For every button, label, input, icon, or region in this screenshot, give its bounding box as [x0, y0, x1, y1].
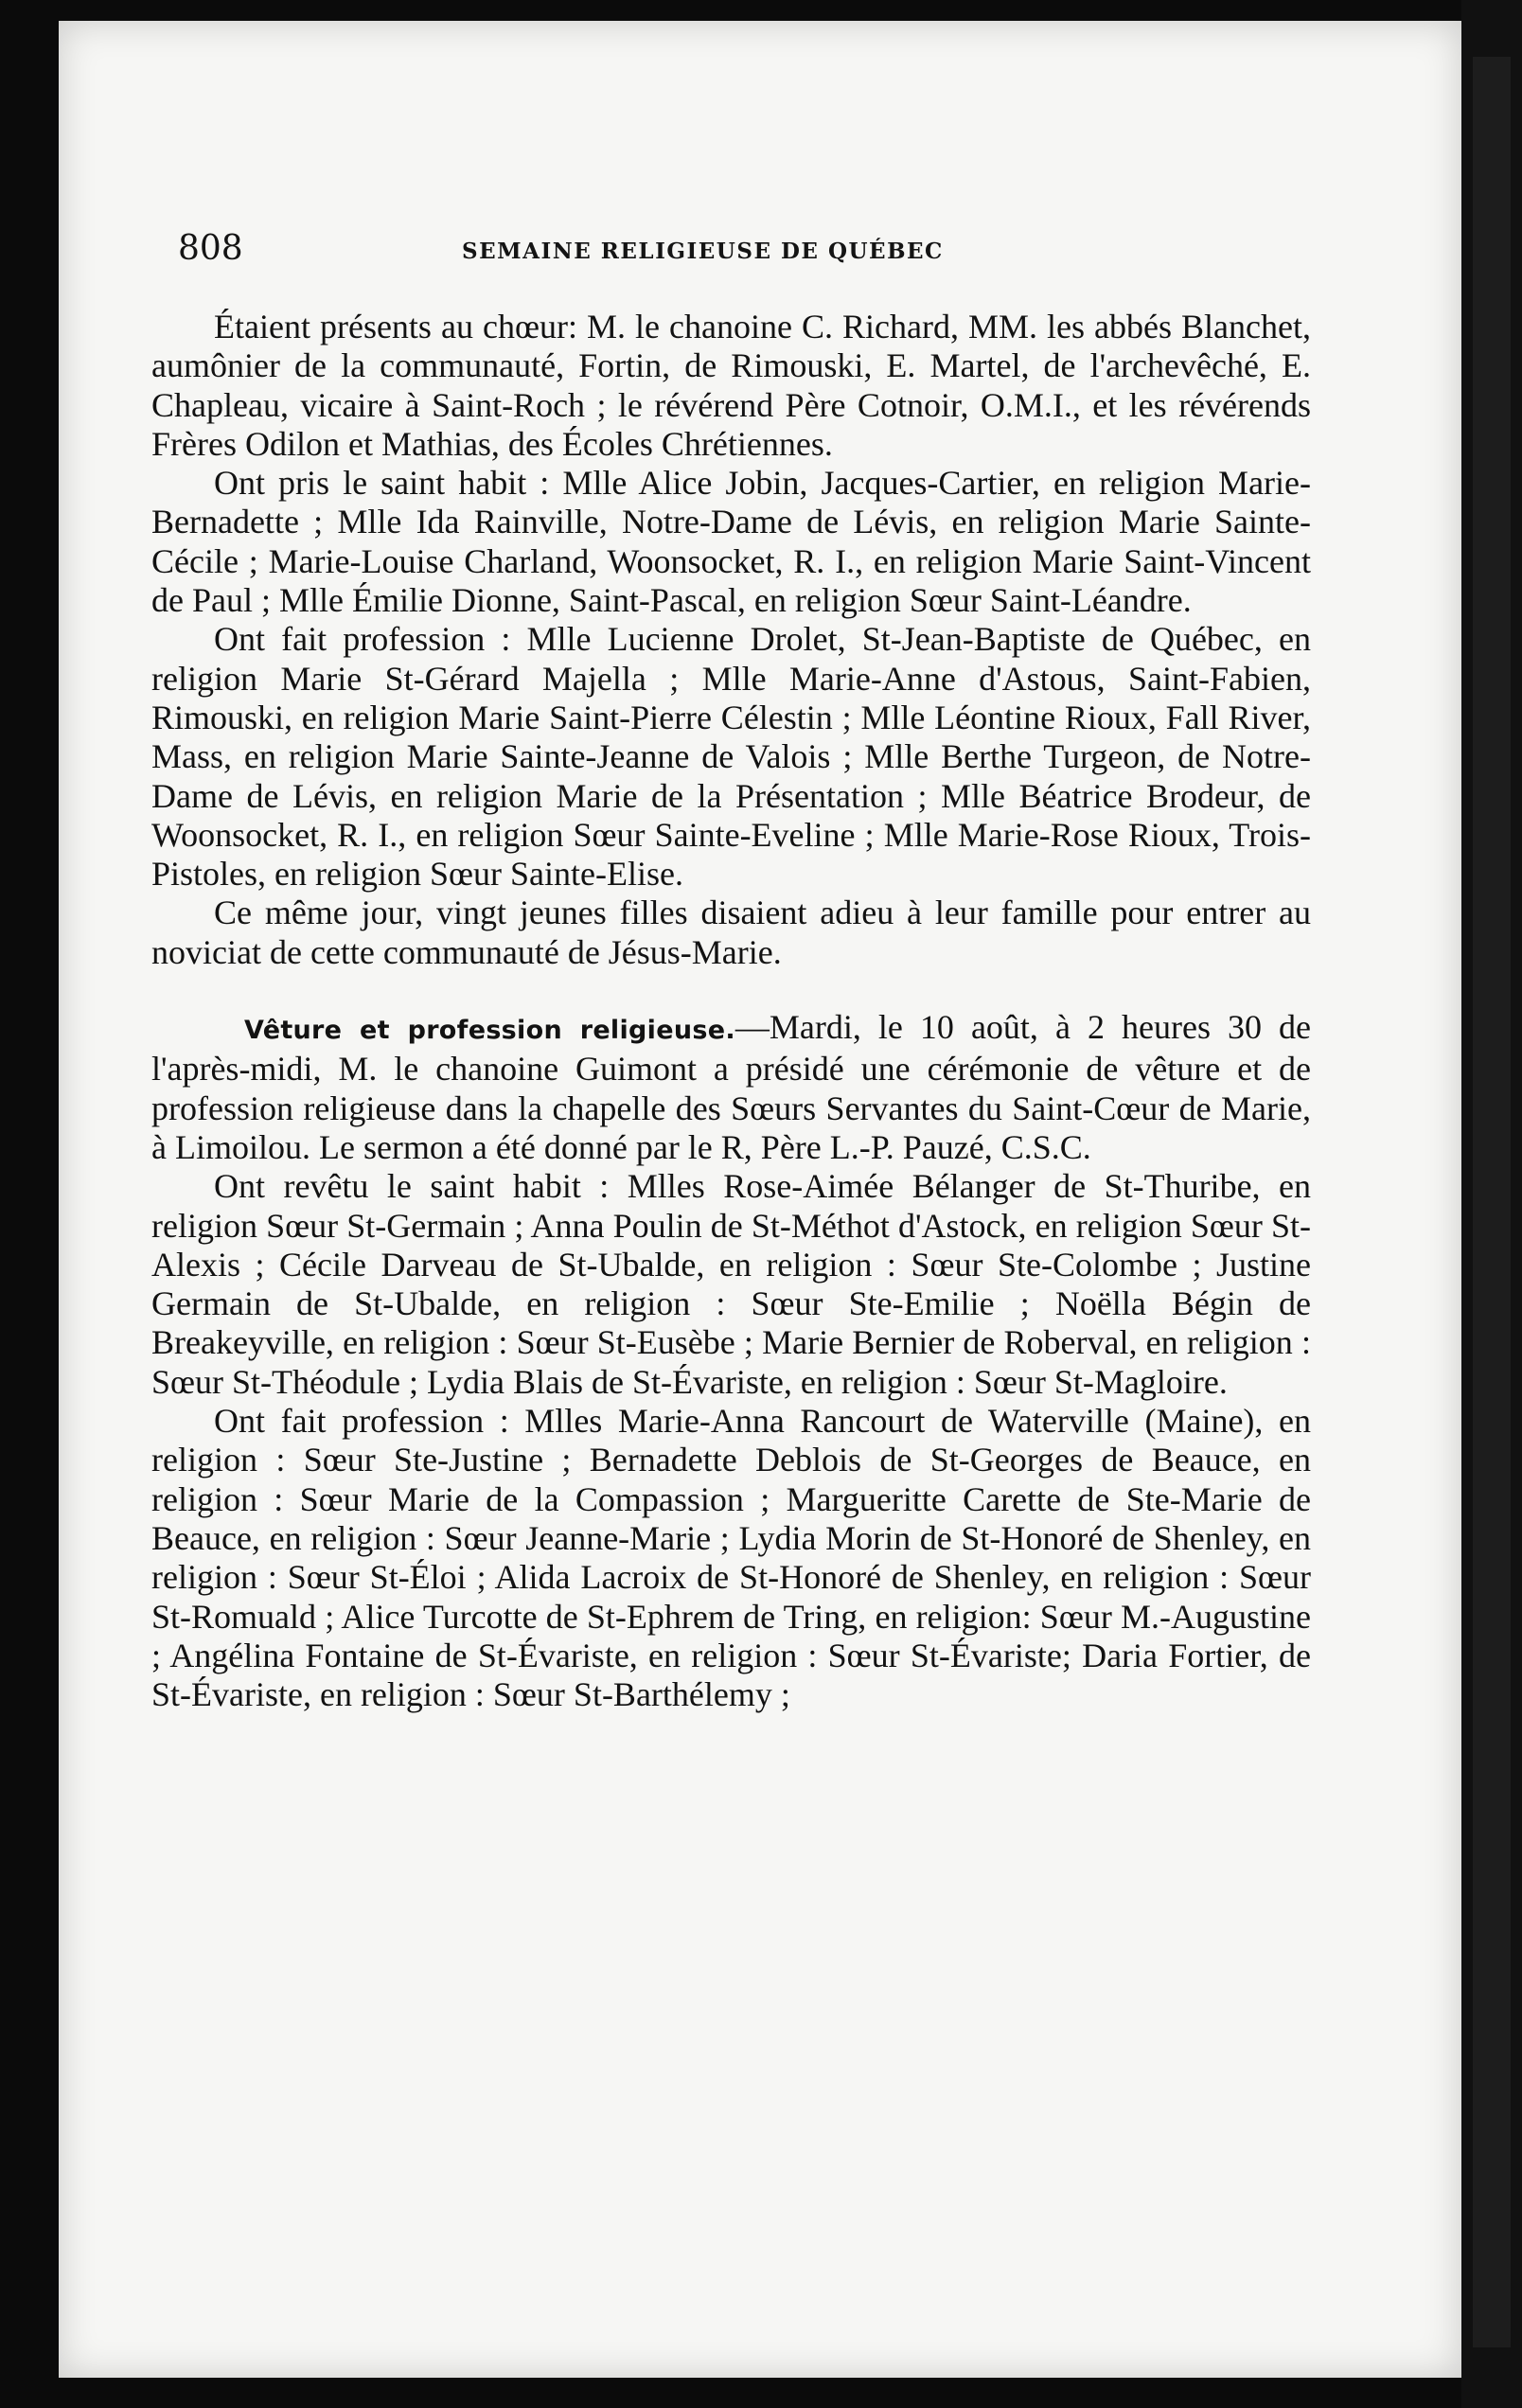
paragraph-section-profession: Ont fait profession : Mlles Marie-Anna Rancourt de Waterville (Maine), en religion : Sœur Ste-Justine ; Bernadette Deblois de St-Georges de Beauce, en religion : Sœur Marie de la Compassion ; Margueritte Carette de Ste-Marie de Beauce, en religion : Sœur Jeanne-Marie ; Lydia Morin de St-Honoré de Shenley, en religion : Sœur St-Éloi ; Alida Lacroix de St-Honoré de Shenley, en religion : Sœur St-Romuald ; Alice Turcotte de St-Ephrem de Tring, en religion: Sœur M.-Augustine ; Angélina Fontaine de St-Évariste, en religion : Sœur St-Évariste; Daria Fortier, de St-Évariste, en religion : Sœur St-Barthélemy ;	[151, 1402, 1311, 1714]
scan-right-edge-inner	[1473, 57, 1511, 2347]
paragraph-made-profession: Ont fait profession : Mlle Lucienne Drolet, St-Jean-Baptiste de Québec, en religion Marie St-Gérard Majella ; Mlle Marie-Anne d'Astous, Saint-Fabien, Rimouski, en religion Marie Saint-Pierre Célestin ; Mlle Léontine Rioux, Fall River, Mass, en religion Marie Sainte-Jeanne de Valois ; Mlle Berthe Turgeon, de Notre-Dame de Lévis, en religion Marie de la Présentation ; Mlle Béatrice Brodeur, de Woonsocket, R. I., en religion Sœur Sainte-Eveline ; Mlle Marie-Rose Rioux, Trois-Pistoles, en religion Sœur Sainte-Elise.	[151, 620, 1311, 894]
section-intro-paragraph	[151, 1008, 1311, 1167]
page-number: 808	[178, 229, 243, 268]
paragraph-farewell: Ce même jour, vingt jeunes filles disaient adieu à leur famille pour entrer au noviciat de cette communauté de Jésus-Marie.	[151, 894, 1311, 971]
section-intro: —Mardi, le 10 août, à 2 heures 30 de l'après-midi, M. le chanoine Guimont a présidé une cérémonie de vêture et de profession religieuse dans la chapelle des Sœurs Servantes du Saint-Cœur de Marie, à Limoilou. Le sermon a été donné par le R, Père L.-P. Pauzé, C.S.C.	[151, 1008, 1311, 1166]
paragraph-took-habit: Ont pris le saint habit : Mlle Alice Jobin, Jacques-Cartier, en religion Marie-Bernadette ; Mlle Ida Rainville, Notre-Dame de Lévis, en religion Marie Sainte-Cécile ; Marie-Louise Charland, Woonsocket, R. I., en religion Marie Saint-Vincent de Paul ; Mlle Émilie Dionne, Saint-Pascal, en religion Sœur Saint-Léandre.	[151, 464, 1311, 620]
body-text	[151, 308, 1311, 1714]
section-gap	[151, 972, 1311, 1008]
page-header	[178, 225, 1039, 273]
paragraph-present-choir: Étaient présents au chœur: M. le chanoine C. Richard, MM. les abbés Blanchet, aumônier de la communauté, Fortin, de Rimouski, E. Martel, de l'archevêché, E. Chapleau, vicaire à Saint-Roch ; le révérend Père Cotnoir, O.M.I., et les révérends Frères Odilon et Mathias, des Écoles Chrétiennes.	[151, 308, 1311, 463]
running-head: SEMAINE RELIGIEUSE DE QUÉBEC	[462, 239, 944, 264]
section-heading: Vêture et profession religieuse.	[244, 1016, 735, 1046]
paragraph-vested-habit: Ont revêtu le saint habit : Mlles Rose-Aimée Bélanger de St-Thuribe, en religion Sœur St-Germain ; Anna Poulin de St-Méthot d'Astock, en religion Sœur St-Alexis ; Cécile Darveau de St-Ubalde, en religion : Sœur Ste-Colombe ; Justine Germain de St-Ubalde, en religion : Sœur Ste-Emilie ; Noëlla Bégin de Breakeyville, en religion : Sœur St-Eusèbe ; Marie Bernier de Roberval, en religion : Sœur St-Théodule ; Lydia Blais de St-Évariste, en religion : Sœur St-Magloire.	[151, 1167, 1311, 1401]
